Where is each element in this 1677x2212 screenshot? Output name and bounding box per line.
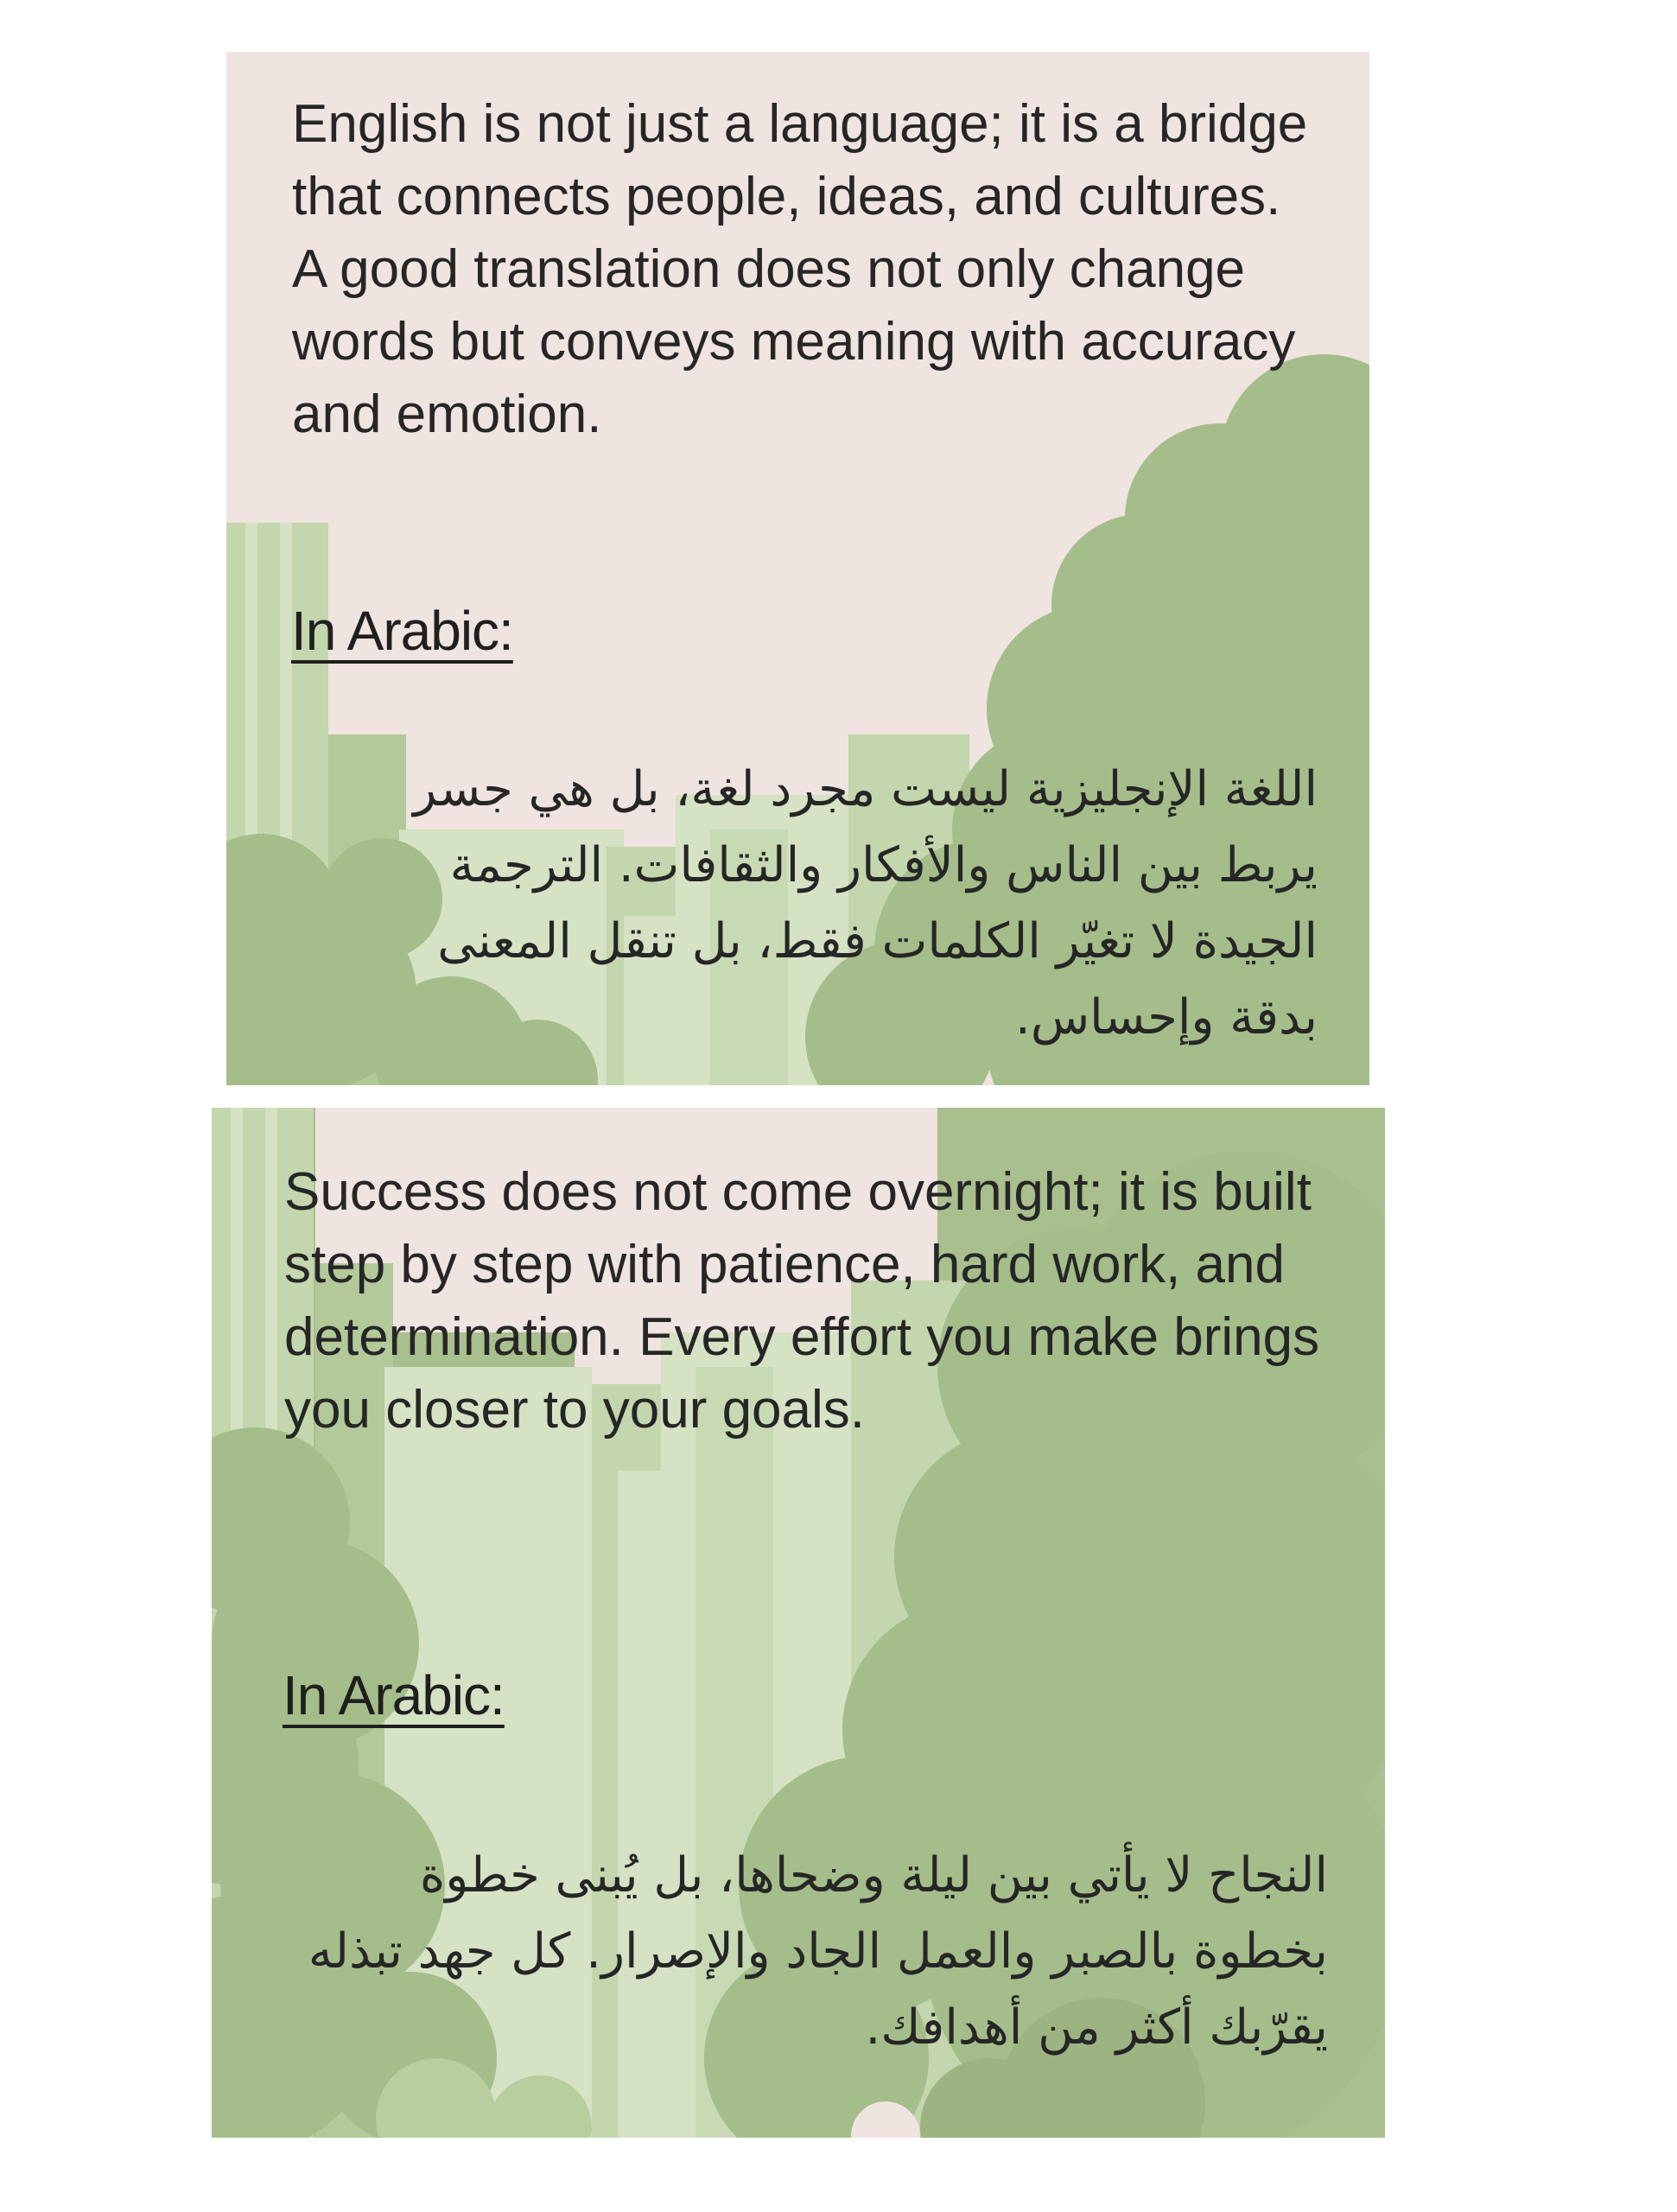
arabic-heading-2: In Arabic: [283, 1664, 505, 1726]
arabic-paragraph-2: النجاح لا يأتي بين ليلة وضحاها، بل يُبنى خطوة بخطوة بالصبر والعمل الجاد والإصرار. كل جهد تبذله يقرّبك أكثر من أهدافك. [308, 1847, 1328, 2056]
arabic-paragraph-1: اللغة الإنجليزية ليست مجرد لغة، بل هي جسر يربط بين الناس والأفكار والثقافات. الترجمة الجيدة لا تغيّر الكلمات فقط، بل تنقل المعنى بدقة وإحساس. [413, 761, 1318, 1046]
english-paragraph-1: English is not just a language; it is a bridge that connects people, ideas, and cultures. A good translation does not only change words but conveys meaning with accuracy and emotion. [292, 94, 1308, 444]
card-2-content [212, 1108, 1385, 2138]
card-1-content [226, 52, 1369, 1085]
translation-card-1 [226, 52, 1369, 1085]
arabic-heading-1: In Arabic: [291, 600, 513, 662]
english-paragraph-2: Success does not come overnight; it is built step by step with patience, hard work, and determination. Every effort you make brings you closer to your goals. [284, 1162, 1320, 1440]
translation-card-2 [212, 1108, 1385, 2138]
